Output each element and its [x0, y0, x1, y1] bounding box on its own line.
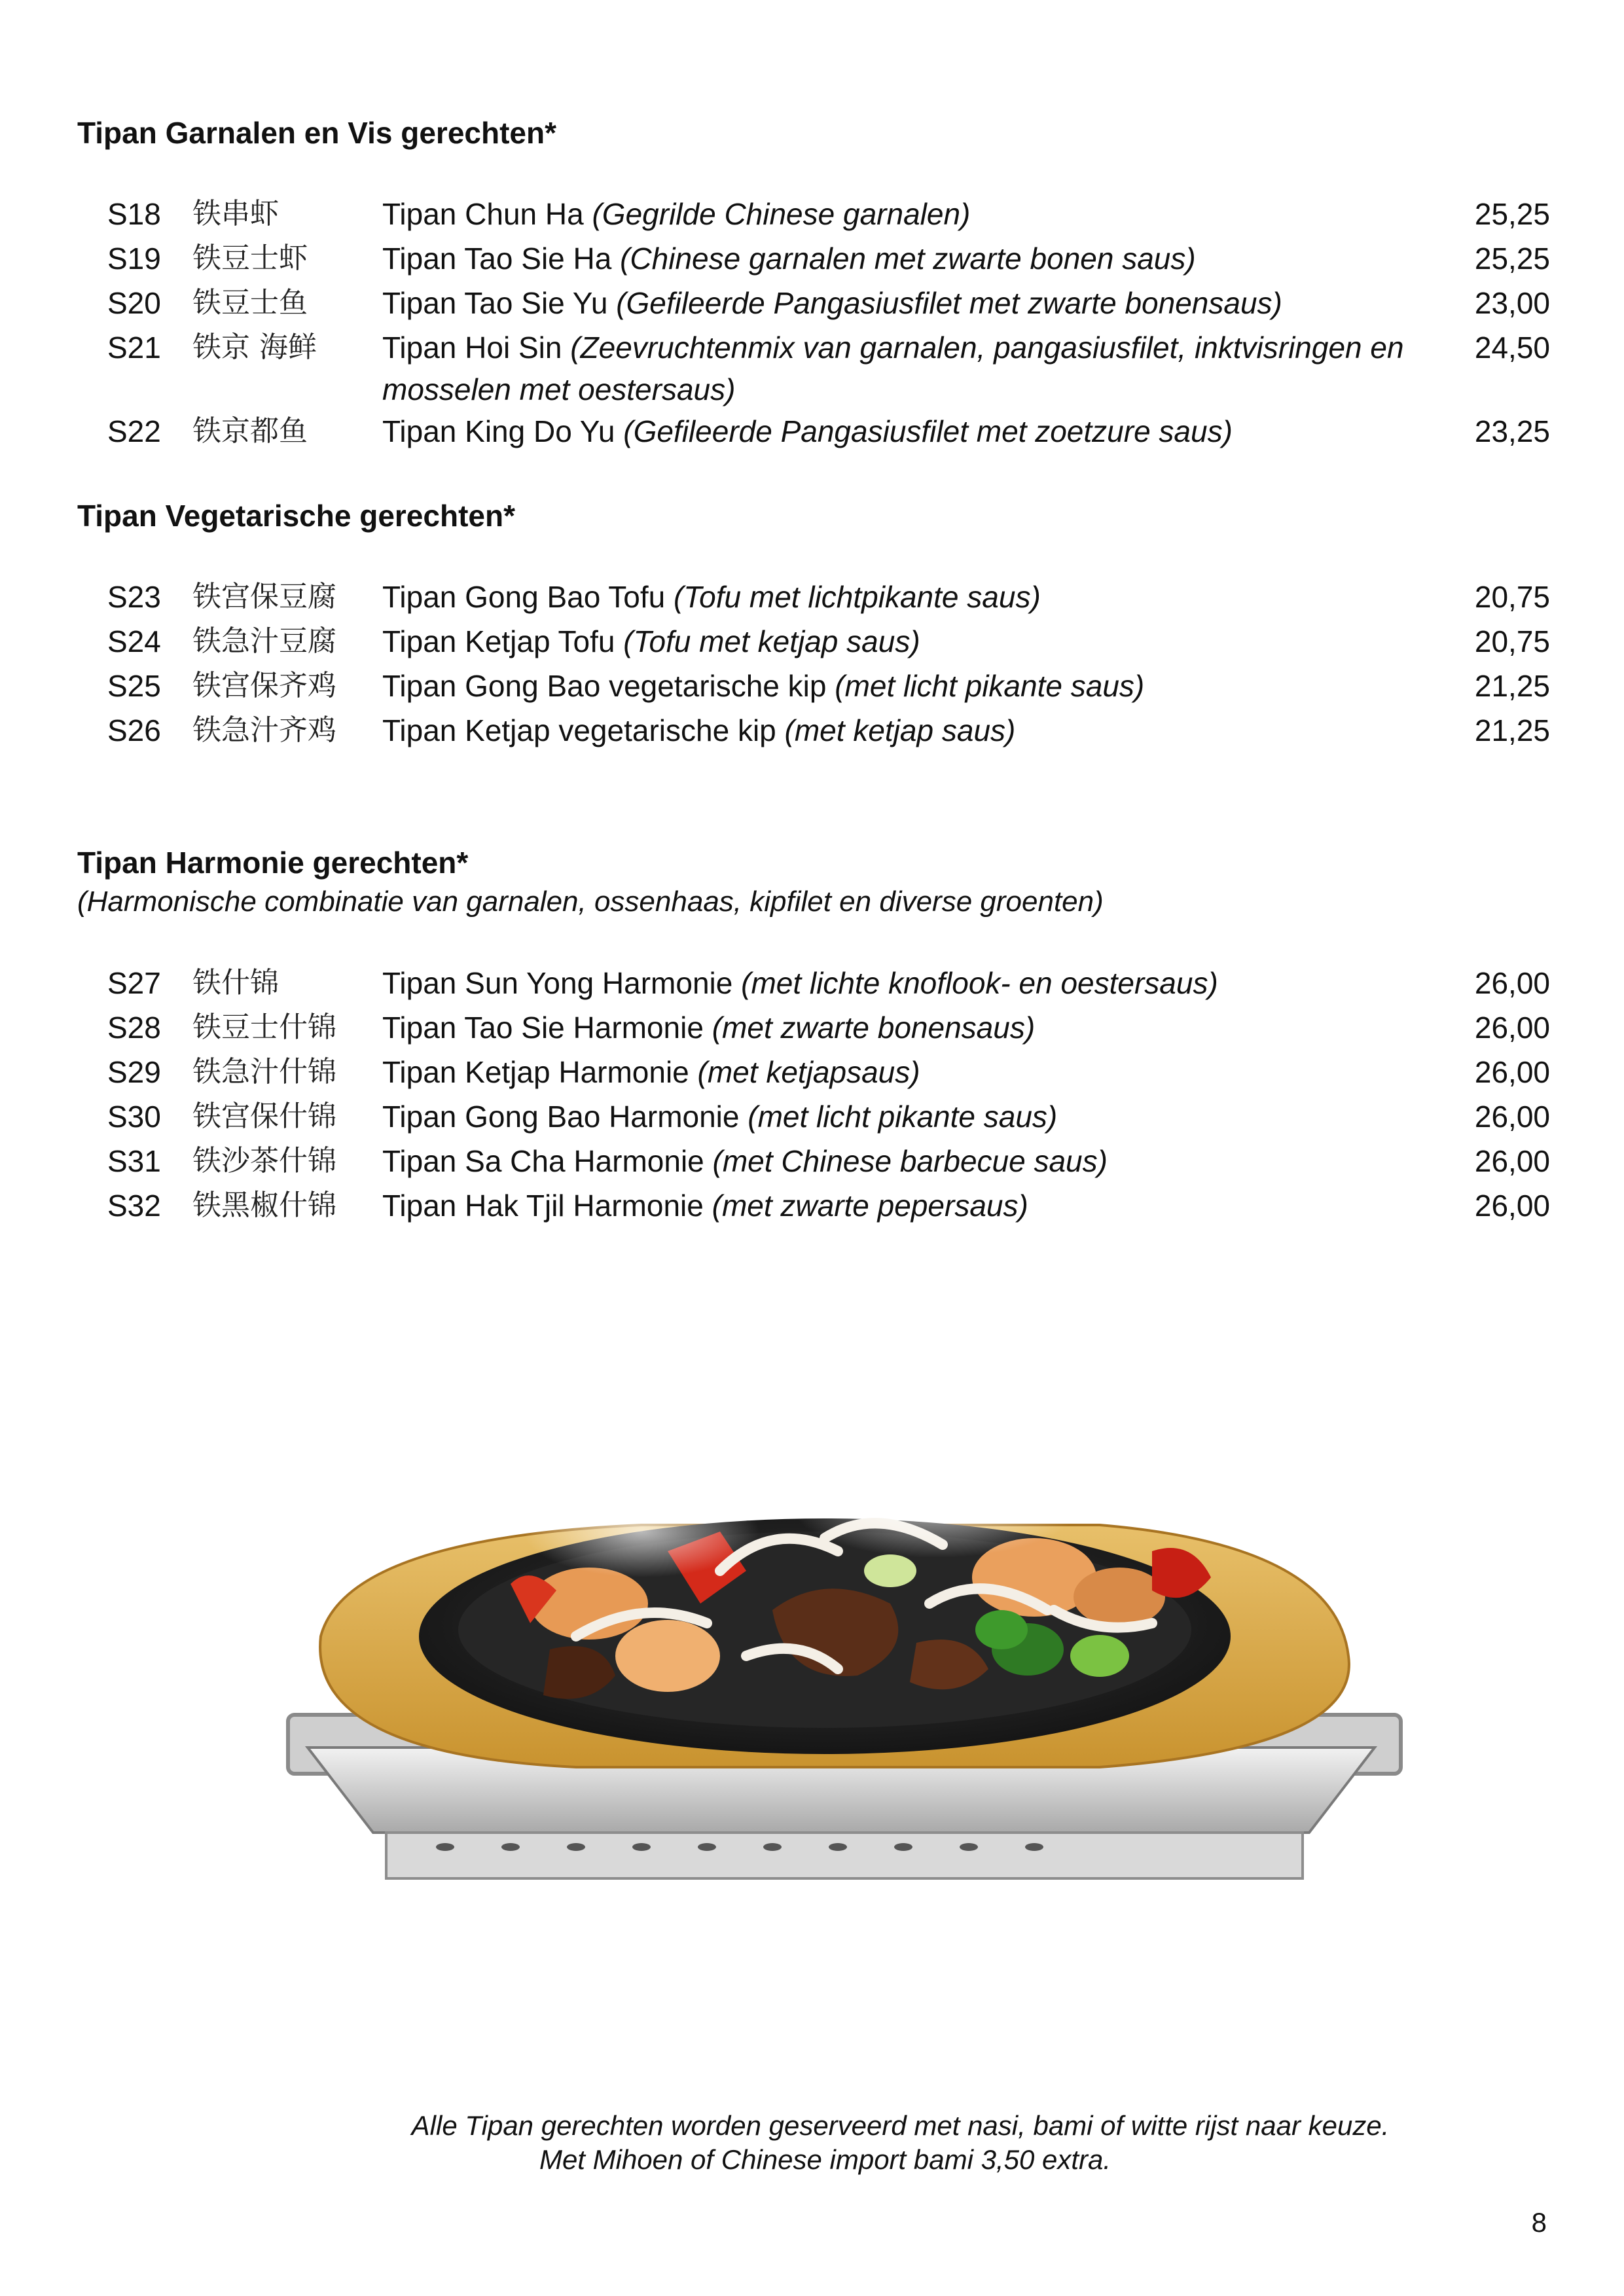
item-description: [382, 410, 1445, 452]
item-note: (Chinese garnalen met zwarte bonen saus): [620, 242, 1196, 276]
item-note: (Tofu met ketjap saus): [623, 624, 920, 658]
item-chinese-name: 铁急汁豆腐: [192, 624, 336, 658]
item-price: 26,00: [1474, 1011, 1550, 1045]
item-description: [382, 1140, 1445, 1182]
item-code: S24: [107, 624, 161, 658]
item-chinese-name: 铁宫保齐鸡: [192, 669, 336, 702]
item-note: (met licht pikante saus): [835, 669, 1145, 703]
item-price: 23,00: [1474, 286, 1550, 320]
item-chinese-name: 铁京都鱼: [192, 414, 308, 448]
item-name: Tipan Ketjap vegetarische kip: [382, 713, 776, 747]
page-number: 8: [1531, 2207, 1547, 2238]
section-subtitle: (Harmonische combinatie van garnalen, ossenhaas, kipfilet en diverse groenten): [77, 886, 1104, 918]
item-chinese-name: 铁宫保豆腐: [192, 580, 336, 613]
item-note: (met lichte knoflook- en oestersaus): [741, 966, 1218, 1000]
item-code: S26: [107, 713, 161, 747]
item-description: [382, 1096, 1445, 1138]
item-price: 21,25: [1474, 669, 1550, 703]
menu-item: [77, 709, 1550, 754]
item-description: [382, 709, 1445, 751]
menu-item: [77, 327, 1550, 410]
item-chinese-name: 铁急汁齐鸡: [192, 713, 336, 747]
item-name: Tipan Gong Bao Tofu: [382, 580, 666, 614]
item-code: S20: [107, 286, 161, 320]
item-price: 21,25: [1474, 713, 1550, 747]
item-chinese-name: 铁豆士什锦: [192, 1011, 336, 1044]
item-price: 26,00: [1474, 966, 1550, 1000]
item-name: Tipan Sun Yong Harmonie: [382, 966, 733, 1000]
item-name: Tipan Tao Sie Ha: [382, 242, 612, 276]
item-description: [382, 620, 1445, 662]
item-note: (met zwarte pepersaus): [712, 1189, 1028, 1223]
item-price: 26,00: [1474, 1189, 1550, 1223]
item-chinese-name: 铁沙茶什锦: [192, 1144, 336, 1177]
section-harmonie: [77, 844, 1550, 1229]
item-price: 25,25: [1474, 242, 1550, 276]
footer-line-1: Alle Tipan gerechten worden geserveerd met nasi, bami of witte rijst naar keuze.: [411, 2110, 1390, 2141]
item-price: 26,00: [1474, 1144, 1550, 1178]
item-price: 26,00: [1474, 1055, 1550, 1089]
item-name: Tipan Gong Bao vegetarische kip: [382, 669, 827, 703]
item-description: [382, 665, 1445, 707]
item-price: 24,50: [1474, 331, 1550, 365]
item-price: 25,25: [1474, 197, 1550, 231]
footer-note: [0, 2109, 1624, 2177]
item-code: S32: [107, 1189, 161, 1223]
menu-item: [77, 962, 1550, 1007]
item-price: 26,00: [1474, 1100, 1550, 1134]
menu-list: [77, 193, 1550, 455]
item-chinese-name: 铁豆士虾: [192, 242, 308, 275]
item-description: [382, 1185, 1445, 1227]
item-note: (Tofu met lichtpikante saus): [673, 580, 1041, 614]
item-code: S30: [107, 1100, 161, 1134]
menu-list: [77, 962, 1550, 1229]
item-note: (Zeevruchtenmix van garnalen, pangasiusfilet, inktvisringen en mosselen met oestersaus): [382, 331, 1404, 406]
item-code: S31: [107, 1144, 161, 1178]
item-name: Tipan Ketjap Tofu: [382, 624, 615, 658]
item-code: S18: [107, 197, 161, 231]
section-title: Tipan Harmonie gerechten*: [77, 846, 469, 880]
item-code: S19: [107, 242, 161, 276]
item-code: S23: [107, 580, 161, 614]
item-name: Tipan Tao Sie Harmonie: [382, 1011, 704, 1045]
menu-item: [77, 1140, 1550, 1185]
item-code: S28: [107, 1011, 161, 1045]
item-note: (met licht pikante saus): [748, 1100, 1058, 1134]
item-name: Tipan Chun Ha: [382, 197, 584, 231]
menu-item: [77, 620, 1550, 665]
menu-item: [77, 238, 1550, 282]
menu-item: [77, 1051, 1550, 1096]
sizzling-dish-photo: [249, 1440, 1427, 1911]
item-price: 20,75: [1474, 624, 1550, 658]
footer-line-2: Met Mihoen of Chinese import bami 3,50 extra.: [539, 2144, 1111, 2175]
item-description: [382, 193, 1445, 235]
section-title: Tipan Garnalen en Vis gerechten*: [77, 116, 557, 150]
item-chinese-name: 铁京 海鲜: [192, 331, 317, 364]
item-note: (met zwarte bonensaus): [712, 1011, 1036, 1045]
item-name: Tipan Hoi Sin: [382, 331, 562, 365]
item-code: S22: [107, 414, 161, 448]
item-note: (met ketjapsaus): [697, 1055, 920, 1089]
item-note: (Gefileerde Pangasiusfilet met zwarte bonensaus): [616, 286, 1282, 320]
menu-item: [77, 1185, 1550, 1229]
menu-item: [77, 282, 1550, 327]
item-description: [382, 1007, 1445, 1049]
item-code: S29: [107, 1055, 161, 1089]
item-name: Tipan Ketjap Harmonie: [382, 1055, 689, 1089]
menu-item: [77, 410, 1550, 455]
item-price: 23,25: [1474, 414, 1550, 448]
item-chinese-name: 铁宫保什锦: [192, 1100, 336, 1133]
item-chinese-name: 铁串虾: [192, 197, 279, 230]
item-description: [382, 962, 1445, 1004]
item-chinese-name: 铁急汁什锦: [192, 1055, 336, 1088]
item-code: S27: [107, 966, 161, 1000]
item-name: Tipan Hak Tjil Harmonie: [382, 1189, 704, 1223]
menu-item: [77, 665, 1550, 709]
item-note: (met Chinese barbecue saus): [712, 1144, 1108, 1178]
menu-list: [77, 576, 1550, 754]
section-garnalen-vis: [77, 115, 1550, 455]
item-chinese-name: 铁什锦: [192, 966, 279, 999]
item-code: S21: [107, 331, 161, 365]
item-code: S25: [107, 669, 161, 703]
item-note: (Gefileerde Pangasiusfilet met zoetzure saus): [623, 414, 1233, 448]
item-description: [382, 238, 1445, 279]
menu-item: [77, 1007, 1550, 1051]
item-name: Tipan Tao Sie Yu: [382, 286, 608, 320]
item-description: [382, 282, 1445, 324]
item-chinese-name: 铁豆士鱼: [192, 286, 308, 319]
item-name: Tipan Gong Bao Harmonie: [382, 1100, 740, 1134]
item-description: [382, 327, 1445, 410]
menu-item: [77, 193, 1550, 238]
menu-item: [77, 1096, 1550, 1140]
item-price: 20,75: [1474, 580, 1550, 614]
item-description: [382, 1051, 1445, 1093]
section-title: Tipan Vegetarische gerechten*: [77, 499, 515, 533]
item-name: Tipan Sa Cha Harmonie: [382, 1144, 704, 1178]
item-note: (met ketjap saus): [784, 713, 1016, 747]
item-note: (Gegrilde Chinese garnalen): [592, 197, 971, 231]
item-name: Tipan King Do Yu: [382, 414, 615, 448]
item-description: [382, 576, 1445, 618]
item-chinese-name: 铁黑椒什锦: [192, 1189, 336, 1222]
menu-item: [77, 576, 1550, 620]
section-vegetarisch: [77, 497, 1550, 754]
